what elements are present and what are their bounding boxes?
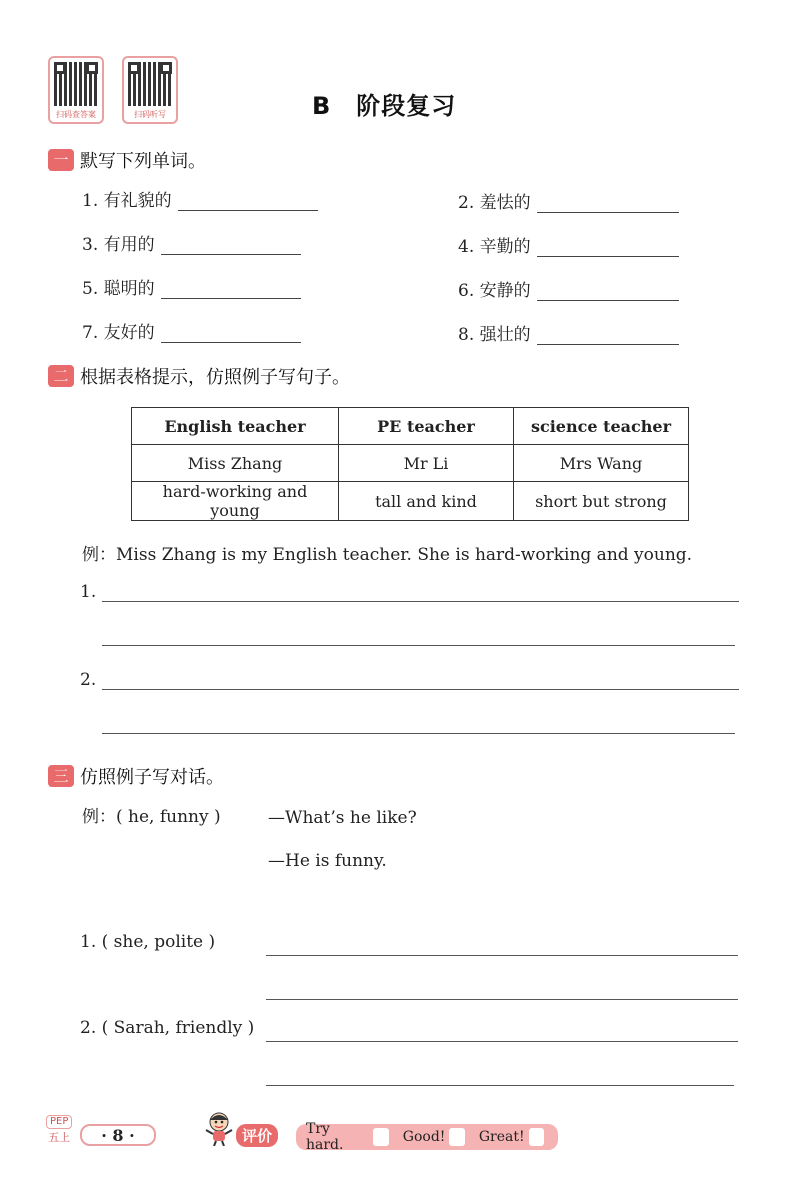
- section-heading-2: [48, 363, 350, 389]
- section-number: 一: [48, 149, 74, 171]
- dialogue-prompt: 1. ( she, polite ): [80, 932, 216, 952]
- writing-line[interactable]: [102, 689, 739, 690]
- writing-line[interactable]: [266, 1085, 734, 1086]
- answer-blank[interactable]: [537, 255, 679, 257]
- table-cell: tall and kind: [339, 482, 514, 521]
- word-item: [458, 320, 679, 345]
- qr-caption: 扫码听写: [134, 110, 166, 119]
- answer-label: 1.: [80, 582, 97, 602]
- mascot-icon: [204, 1110, 234, 1146]
- word-item: [82, 274, 301, 299]
- word-prompt: 3. 有用的: [82, 235, 155, 255]
- word-prompt: 4. 辛勤的: [458, 237, 531, 257]
- dialogue-prompt: 2. ( Sarah, friendly ): [80, 1018, 255, 1038]
- section-title: 默写下列单词。: [80, 151, 206, 172]
- word-prompt: 5. 聪明的: [82, 279, 155, 299]
- qr-code-icon: [128, 62, 172, 106]
- writing-line[interactable]: [102, 733, 735, 734]
- example-sentence: 例：Miss Zhang is my English teacher. She is hard-working and young.: [82, 545, 693, 565]
- teacher-table: [131, 407, 689, 521]
- word-prompt: 6. 安静的: [458, 281, 531, 301]
- example-answer: —He is funny.: [268, 851, 387, 871]
- section-number: 三: [48, 765, 74, 787]
- word-prompt: 7. 友好的: [82, 323, 155, 343]
- writing-line[interactable]: [266, 1041, 738, 1042]
- page-title: B 阶段复习: [312, 92, 457, 120]
- table-cell: Miss Zhang: [132, 445, 339, 482]
- edition-top: PEP: [46, 1115, 72, 1129]
- table-cell: short but strong: [514, 482, 689, 521]
- answer-blank[interactable]: [537, 299, 679, 301]
- rating-bar: [296, 1121, 558, 1153]
- answer-blank[interactable]: [537, 211, 679, 213]
- rating-checkbox[interactable]: [529, 1128, 544, 1146]
- rating-label: Good!: [402, 1129, 446, 1145]
- writing-line[interactable]: [102, 645, 735, 646]
- rating-checkbox[interactable]: [373, 1128, 388, 1146]
- writing-line[interactable]: [266, 999, 738, 1000]
- word-prompt: 2. 羞怯的: [458, 193, 531, 213]
- section-title: 根据表格提示，仿照例子写句子。: [80, 367, 350, 388]
- section-heading-1: [48, 147, 206, 173]
- section-heading-3: [48, 763, 224, 789]
- page-number: · 8 ·: [80, 1124, 156, 1146]
- table-header: English teacher: [132, 408, 339, 445]
- table-header: science teacher: [514, 408, 689, 445]
- rating-checkbox[interactable]: [449, 1128, 464, 1146]
- section-number: 二: [48, 365, 74, 387]
- word-item: [82, 230, 301, 255]
- table-cell: hard-working and young: [132, 482, 339, 521]
- word-item: [458, 276, 679, 301]
- word-item: [458, 232, 679, 257]
- table-row: [132, 445, 689, 482]
- example-prompt: 例：( he, funny ): [82, 807, 221, 827]
- rating-label: Try hard.: [306, 1121, 344, 1153]
- word-prompt: 8. 强壮的: [458, 325, 531, 345]
- answer-blank[interactable]: [178, 209, 318, 211]
- answer-blank[interactable]: [161, 253, 301, 255]
- answer-label: 2.: [80, 670, 97, 690]
- table-cell: Mrs Wang: [514, 445, 689, 482]
- rating-label: Great!: [478, 1129, 525, 1145]
- qr-code-icon: [54, 62, 98, 106]
- qr-code-answers: [48, 56, 104, 124]
- writing-line[interactable]: [266, 955, 738, 956]
- answer-blank[interactable]: [161, 341, 301, 343]
- answer-blank[interactable]: [161, 297, 301, 299]
- word-item: [82, 186, 318, 211]
- example-question: —What’s he like?: [268, 808, 417, 828]
- eval-badge: 评价: [236, 1124, 278, 1147]
- word-item: [82, 318, 301, 343]
- writing-line[interactable]: [102, 601, 739, 602]
- edition-bottom: 五上: [48, 1131, 71, 1144]
- word-item: [458, 188, 679, 213]
- table-header-row: [132, 408, 689, 445]
- word-prompt: 1. 有礼貌的: [82, 191, 172, 211]
- qr-code-dictation: [122, 56, 178, 124]
- qr-caption: 扫码查答案: [56, 110, 96, 119]
- table-row: [132, 482, 689, 521]
- edition-tag: [46, 1115, 72, 1145]
- answer-blank[interactable]: [537, 343, 679, 345]
- table-header: PE teacher: [339, 408, 514, 445]
- section-title: 仿照例子写对话。: [80, 767, 224, 788]
- table-cell: Mr Li: [339, 445, 514, 482]
